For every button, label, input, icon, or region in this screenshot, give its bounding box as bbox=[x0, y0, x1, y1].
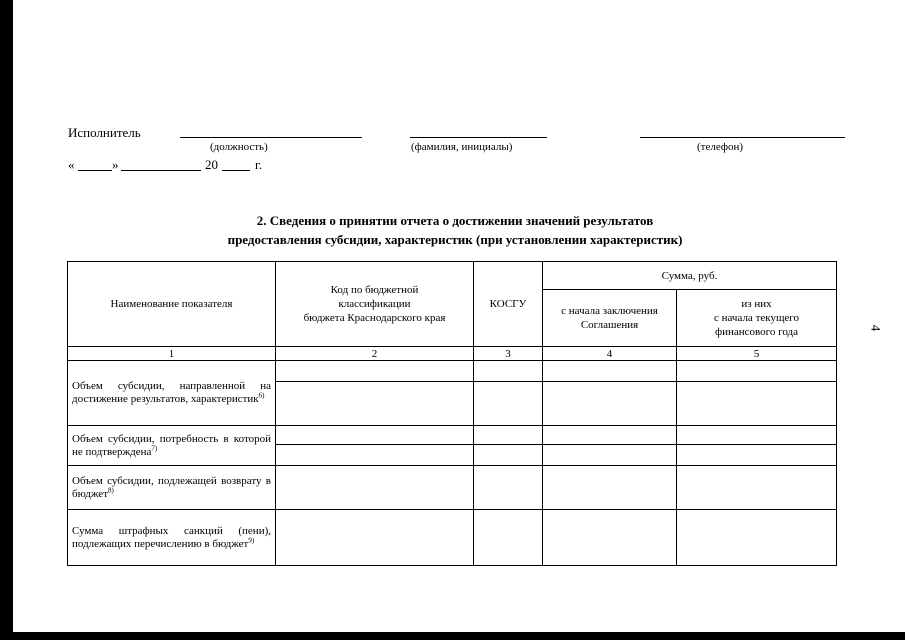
column-number-5: 5 bbox=[677, 347, 837, 361]
date-quote-open: « bbox=[68, 157, 75, 172]
cell-current-year[interactable] bbox=[677, 382, 837, 426]
report-table bbox=[67, 261, 837, 566]
cell-kosgu[interactable] bbox=[474, 361, 543, 382]
row-label-unconfirmed-need bbox=[68, 426, 276, 466]
date-quote-close: » bbox=[112, 157, 119, 172]
header-current-year-l2: с начала текущего bbox=[713, 312, 800, 324]
cell-kosgu[interactable] bbox=[474, 382, 543, 426]
date-year-line[interactable] bbox=[222, 170, 250, 171]
footnote-marker: 6) bbox=[258, 391, 265, 400]
date-year-prefix: 20 bbox=[205, 157, 218, 172]
cell-kosgu[interactable] bbox=[474, 466, 543, 510]
date-month-line[interactable] bbox=[121, 170, 201, 171]
header-budget-code-l2: классификации bbox=[338, 298, 411, 310]
cell-budget-code[interactable] bbox=[276, 466, 474, 510]
name-caption: (фамилия, инициалы) bbox=[411, 141, 513, 153]
header-current-year-l3: финансового года bbox=[714, 326, 799, 338]
position-caption: (должность) bbox=[210, 141, 268, 153]
date-day-line[interactable] bbox=[78, 170, 112, 171]
phone-caption: (телефон) bbox=[697, 141, 744, 153]
row-label-text: Объем субсидии, направленной на достижение результатов, характеристик bbox=[72, 380, 271, 405]
header-sum-text: Сумма, руб. bbox=[661, 269, 718, 282]
section-title-line2: предоставления субсидии, характеристик (при установлении характеристик) bbox=[227, 232, 683, 247]
row-label-penalties bbox=[68, 510, 276, 566]
header-indicator-name bbox=[68, 262, 276, 347]
cell-budget-code[interactable] bbox=[276, 382, 474, 426]
header-since-agreement-l1: с начала заключения bbox=[561, 305, 658, 317]
footnote-marker: 8) bbox=[108, 485, 114, 494]
header-kosgu-text: КОСГУ bbox=[489, 298, 527, 310]
header-current-year-l1: из них bbox=[741, 298, 772, 310]
header-budget-code-l1: Код по бюджетной bbox=[330, 284, 419, 296]
footnote-marker: 9) bbox=[248, 535, 255, 544]
footnote-marker: 7) bbox=[151, 443, 158, 452]
position-line[interactable] bbox=[180, 137, 362, 138]
cell-budget-code[interactable] bbox=[276, 426, 474, 445]
table-row bbox=[68, 510, 837, 566]
cell-budget-code[interactable] bbox=[276, 445, 474, 466]
cell-since-agreement[interactable] bbox=[543, 445, 677, 466]
scan-border-left bbox=[0, 0, 13, 640]
header-since-agreement bbox=[543, 290, 677, 347]
cell-since-agreement[interactable] bbox=[543, 510, 677, 566]
cell-budget-code[interactable] bbox=[276, 361, 474, 382]
row-label-text: Объем субсидии, подлежащей возврату в бюджет bbox=[72, 474, 271, 500]
cell-current-year[interactable] bbox=[677, 426, 837, 445]
cell-since-agreement[interactable] bbox=[543, 426, 677, 445]
table-row bbox=[68, 426, 837, 445]
row-label-text: Сумма штрафных санкций (пени), подлежащих перечислению в бюджет bbox=[72, 524, 271, 550]
page-number: 4 bbox=[868, 324, 884, 332]
column-number-4: 4 bbox=[543, 347, 677, 361]
date-year-suffix: г. bbox=[255, 157, 263, 172]
header-sum bbox=[543, 262, 837, 290]
table-row bbox=[68, 361, 837, 382]
name-line[interactable] bbox=[410, 137, 547, 138]
section-title-line1: 2. Сведения о принятии отчета о достижении значений результатов bbox=[256, 213, 654, 228]
row-label-text: Объем субсидии, потребность в которой не подтверждена bbox=[72, 432, 271, 458]
scan-border-bottom bbox=[0, 632, 905, 640]
header-indicator-name-text: Наименование показателя bbox=[110, 298, 233, 310]
cell-current-year[interactable] bbox=[677, 361, 837, 382]
cell-current-year[interactable] bbox=[677, 510, 837, 566]
row-label-subsidy-directed bbox=[68, 361, 276, 426]
executor-label: Исполнитель bbox=[68, 125, 141, 140]
cell-current-year[interactable] bbox=[677, 445, 837, 466]
cell-kosgu[interactable] bbox=[474, 426, 543, 445]
header-current-year bbox=[677, 290, 837, 347]
header-since-agreement-l2: Соглашения bbox=[580, 319, 639, 331]
column-number-3: 3 bbox=[474, 347, 543, 361]
cell-budget-code[interactable] bbox=[276, 510, 474, 566]
row-label-return-to-budget bbox=[68, 466, 276, 510]
cell-current-year[interactable] bbox=[677, 466, 837, 510]
phone-line[interactable] bbox=[640, 137, 845, 138]
table-row bbox=[68, 466, 837, 510]
column-number-1: 1 bbox=[68, 347, 276, 361]
column-number-2: 2 bbox=[276, 347, 474, 361]
cell-kosgu[interactable] bbox=[474, 510, 543, 566]
header-kosgu bbox=[474, 262, 543, 347]
cell-since-agreement[interactable] bbox=[543, 361, 677, 382]
cell-since-agreement[interactable] bbox=[543, 466, 677, 510]
cell-since-agreement[interactable] bbox=[543, 382, 677, 426]
header-budget-code bbox=[276, 262, 474, 347]
header-budget-code-l3: бюджета Краснодарского края bbox=[303, 312, 446, 324]
cell-kosgu[interactable] bbox=[474, 445, 543, 466]
